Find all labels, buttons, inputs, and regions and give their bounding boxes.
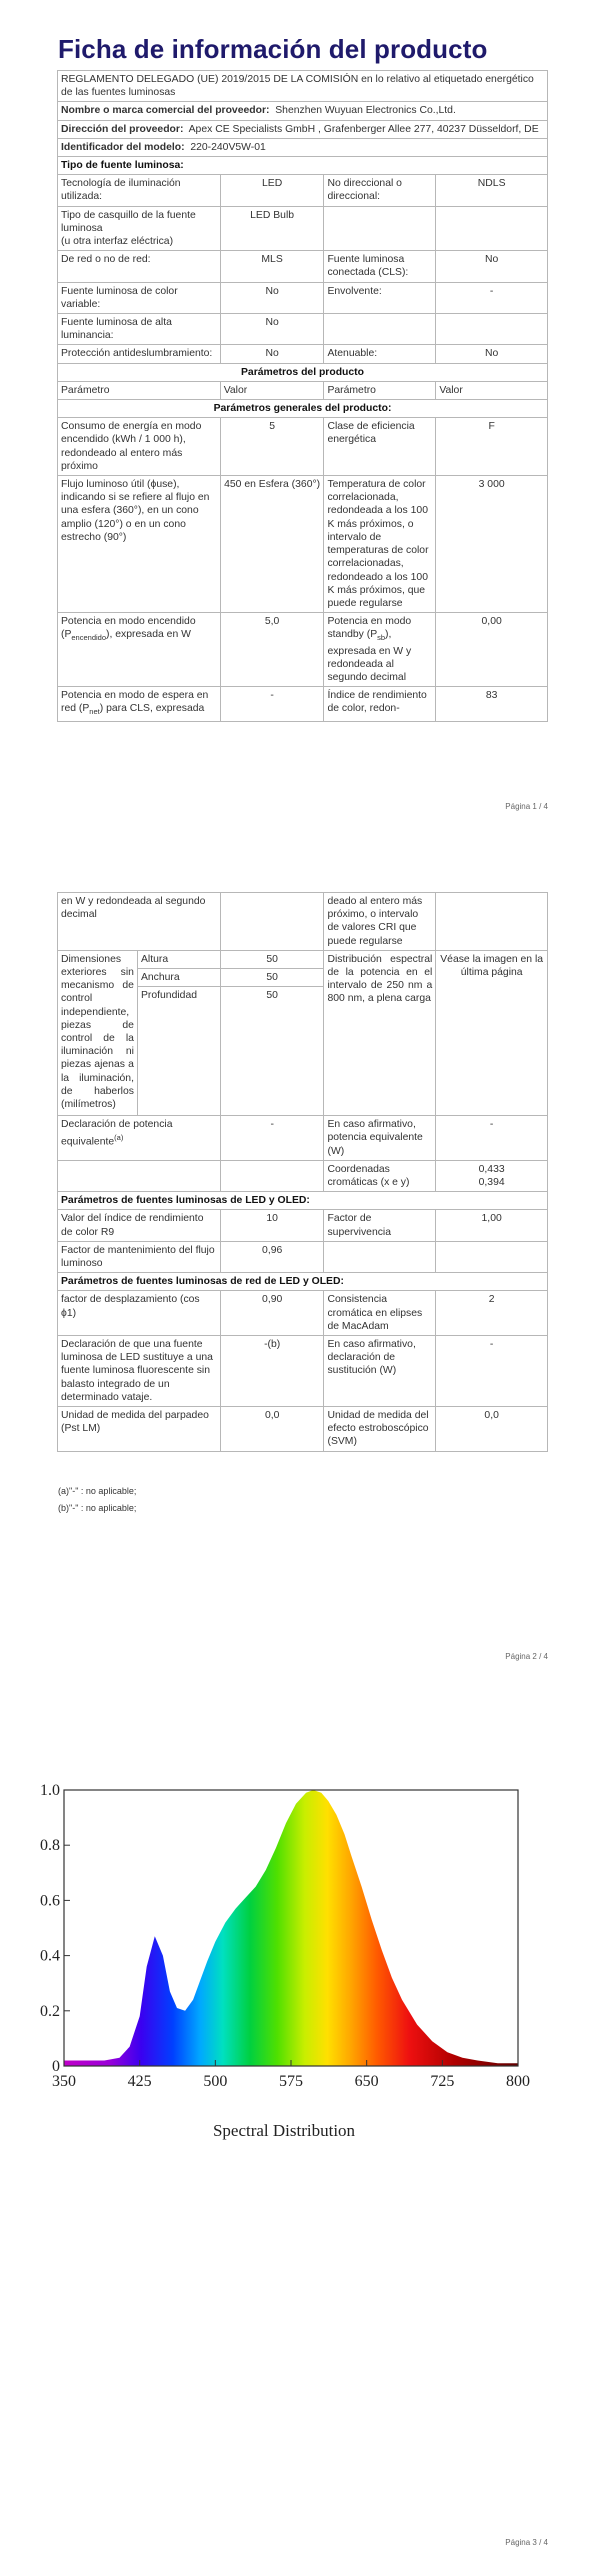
- anti-glare-label: Protección antideslumbramiento:: [58, 345, 221, 363]
- efficiency-class-value: F: [436, 418, 548, 476]
- connected-value: No: [436, 251, 548, 282]
- cct-label: Temperatura de color correlacionada, redondeada a los 100 K más próximos, o intervalo de temperaturas de color correlacionadas, redondeado a los 100 K más próximos, que puede regularse: [324, 476, 436, 613]
- cap-label-2: (u otra interfaz eléctrica): [61, 236, 174, 248]
- supplier-name-row: [58, 102, 548, 120]
- fluor-label: Declaración de que una fuente luminosa de LED sustituye a una fuente luminosa fluorescente sin balasto integrado de un determinado vataje.: [58, 1336, 221, 1407]
- standby-value: 0,00: [436, 613, 548, 687]
- flux-label: Flujo luminoso útil (ϕuse), indicando si se refiere al flujo en una esfera (360°), en un cono amplio (120°) o en un cono estrecho (90°): [58, 476, 221, 613]
- supplier-name-value: Shenzhen Wuyuan Electronics Co.,Ltd.: [275, 105, 456, 117]
- r9-label: Valor del índice de rendimiento de color R9: [58, 1210, 221, 1241]
- page-number: Página 3 / 4: [505, 2538, 548, 2547]
- section-header-row: [58, 1192, 548, 1210]
- table-row: [58, 1210, 548, 1241]
- chromaticity-label: Coordenadas cromáticas (x e y): [324, 1160, 436, 1191]
- table-row: [58, 950, 548, 968]
- y-tick-label: 1.0: [40, 1782, 60, 1799]
- survival-label: Factor de supervivencia: [324, 1210, 436, 1241]
- colour-tunable-label: Fuente luminosa de color variable:: [58, 282, 221, 313]
- cct-value: 3 000: [436, 476, 548, 613]
- maintenance-value: 0,96: [220, 1241, 324, 1272]
- replacement-label: En caso afirmativo, declaración de sustitución (W): [324, 1336, 436, 1407]
- equiv-power-yes-value: -: [436, 1116, 548, 1161]
- product-params-header: Parámetros del producto: [58, 363, 548, 381]
- stroboscopic-value: 0,0: [436, 1407, 548, 1452]
- general-params-header: Parámetros generales del producto:: [58, 400, 548, 418]
- network-standby-value: -: [220, 687, 324, 721]
- product-info-table: [57, 70, 548, 722]
- table-row: [58, 282, 548, 313]
- table-row: [58, 687, 548, 721]
- column-header-row: [58, 381, 548, 399]
- flux-value: 450 en Esfera (360°): [220, 476, 324, 613]
- col-value-1: Valor: [220, 381, 324, 399]
- table-row: [58, 1241, 548, 1272]
- page-title: Ficha de información del producto: [58, 34, 488, 64]
- spd-label: Distribución espectral de la potencia en el intervalo de 250 nm a 800 nm, a plena carga: [324, 950, 436, 1115]
- r9-value: 10: [220, 1210, 324, 1241]
- table-row: [58, 1336, 548, 1407]
- led-oled-header: Parámetros de fuentes luminosas de LED y OLED:: [58, 1192, 548, 1210]
- table-row: [58, 251, 548, 282]
- cri-value: 83: [436, 687, 548, 721]
- product-info-table-continued: [57, 892, 548, 1452]
- col-param-2: Parámetro: [324, 381, 436, 399]
- table-row: [58, 1116, 548, 1161]
- table-row: [58, 476, 548, 613]
- light-source-type-label: Tipo de fuente luminosa:: [58, 157, 548, 175]
- mains-led-header: Parámetros de fuentes luminosas de red de LED y OLED:: [58, 1273, 548, 1291]
- supplier-name-label: Nombre o marca comercial del proveedor:: [61, 105, 270, 117]
- supplier-address-value: Apex CE Specialists GmbH , Grafenberger Allee 277, 40237 Düsseldorf, DE: [188, 123, 539, 135]
- tech-value: LED: [220, 175, 324, 206]
- x-tick-label: 425: [127, 2073, 152, 2090]
- y-tick-label: 0.4: [40, 1947, 60, 1965]
- cri-label-cont: deado al entero más próximo, o intervalo de valores CRI que puede regularse: [324, 893, 436, 951]
- mains-label: De red o no de red:: [58, 251, 221, 282]
- table-row: [58, 206, 548, 251]
- chromaticity-y: 0,394: [478, 1177, 505, 1189]
- section-header-row: [58, 363, 548, 381]
- height-value: 50: [220, 950, 324, 968]
- regulation-text: REGLAMENTO DELEGADO (UE) 2019/2015 DE LA COMISIÓN en lo relativo al etiquetado energético de las fuentes luminosas: [58, 71, 548, 102]
- y-tick-label: 0.8: [40, 1837, 60, 1855]
- high-luminance-value: No: [220, 314, 324, 345]
- fluor-value: -(b): [220, 1336, 324, 1407]
- x-tick-label: 800: [506, 2073, 530, 2090]
- cri-label: Índice de rendimiento de color, redon-: [324, 687, 436, 721]
- dimensions-label: Dimensiones exteriores sin mecanismo de control independiente, piezas de control de la iluminación ni piezas ajenas a la iluminación, de haberlos (milímetros): [58, 950, 138, 1115]
- page-number: Página 1 / 4: [505, 802, 548, 811]
- section-header-row: [58, 1273, 548, 1291]
- spectral-distribution-chart: [40, 1740, 564, 2140]
- model-row: [58, 138, 548, 156]
- regulation-row: [58, 71, 548, 102]
- model-label: Identificador del modelo:: [61, 141, 185, 153]
- equiv-power-value: -: [220, 1116, 324, 1161]
- y-tick-label: 0.6: [40, 1892, 60, 1910]
- colour-consistency-label: Consistencia cromática en elipses de MacAdam: [324, 1291, 436, 1336]
- flicker-value: 0,0: [220, 1407, 324, 1452]
- x-tick-label: 575: [279, 2073, 303, 2090]
- height-label: Altura: [137, 950, 220, 968]
- table-row: [58, 893, 548, 951]
- y-tick-label: 0.2: [40, 2002, 60, 2020]
- x-tick-label: 725: [430, 2073, 455, 2090]
- supplier-address-row: [58, 120, 548, 138]
- equiv-power-yes-label: En caso afirmativo, potencia equivalente (W): [324, 1116, 436, 1161]
- energy-value: 5: [220, 418, 324, 476]
- mains-value: MLS: [220, 251, 324, 282]
- equiv-power-label: Declaración de potencia equivalente$^{(a)}$: [58, 1116, 221, 1161]
- nondirectional-label: No direccional o direccional:: [324, 175, 436, 206]
- stroboscopic-label: Unidad de medida del efecto estroboscópico (SVM): [324, 1407, 436, 1452]
- page-number: Página 2 / 4: [505, 1652, 548, 1661]
- efficiency-class-label: Clase de eficiencia energética: [324, 418, 436, 476]
- dimmable-label: Atenuable:: [324, 345, 436, 363]
- connected-label: Fuente luminosa conectada (CLS):: [324, 251, 436, 282]
- col-param-1: Parámetro: [58, 381, 221, 399]
- supplier-address-label: Dirección del proveedor:: [61, 123, 184, 135]
- tech-label: Tecnología de iluminación utilizada:: [58, 175, 221, 206]
- y-tick-label: 0: [52, 2058, 60, 2075]
- chart-x-axis-title: Spectral Distribution: [212, 2121, 356, 2140]
- cap-label: Tipo de casquillo de la fuente luminosa: [61, 209, 196, 234]
- spd-value: Véase la imagen en la última página: [436, 950, 548, 1115]
- cap-value: LED Bulb: [220, 206, 324, 251]
- standby-label: Potencia en modo standby $(P_{sb})$, expresada en W y redondeada al segundo decimal: [324, 613, 436, 687]
- spectrum-area: [64, 1790, 518, 2066]
- envelope-label: Envolvente:: [324, 282, 436, 313]
- displacement-label: factor de desplazamiento (cos ϕ1): [58, 1291, 221, 1336]
- replacement-value: -: [436, 1336, 548, 1407]
- table-row: [58, 1291, 548, 1336]
- on-power-value: 5,0: [220, 613, 324, 687]
- flicker-label: Unidad de medida del parpadeo (Pst LM): [58, 1407, 221, 1452]
- page-1: [0, 0, 603, 830]
- footnote-a: (a)"-" : no aplicable;: [58, 1486, 137, 1496]
- table-row: [58, 314, 548, 345]
- table-row: [58, 345, 548, 363]
- table-row: [58, 1160, 548, 1191]
- width-label: Anchura: [137, 969, 220, 987]
- section-header-row: [58, 400, 548, 418]
- colour-consistency-value: 2: [436, 1291, 548, 1336]
- maintenance-label: Factor de mantenimiento del flujo luminoso: [58, 1241, 221, 1272]
- depth-value: 50: [220, 987, 324, 1116]
- footnote-b: (b)"-" : no aplicable;: [58, 1503, 137, 1513]
- network-standby-label-cont: en W y redondeada al segundo decimal: [58, 893, 221, 951]
- energy-label: Consumo de energía en modo encendido (kWh / 1 000 h), redondeado al entero más próximo: [58, 418, 221, 476]
- x-tick-label: 500: [203, 2073, 228, 2090]
- col-value-2: Valor: [436, 381, 548, 399]
- table-row: [58, 175, 548, 206]
- table-row: [58, 613, 548, 687]
- x-tick-label: 350: [52, 2073, 76, 2090]
- displacement-value: 0,90: [220, 1291, 324, 1336]
- table-row: [58, 1407, 548, 1452]
- envelope-value: -: [436, 282, 548, 313]
- colour-tunable-value: No: [220, 282, 324, 313]
- table-row: [58, 418, 548, 476]
- page-3: [0, 1720, 603, 2560]
- network-standby-label: Potencia en modo de espera en red $(P_{net})$ para CLS, expresada: [58, 687, 221, 721]
- page-2: [0, 870, 603, 1670]
- depth-label: Profundidad: [137, 987, 220, 1116]
- x-tick-label: 650: [354, 2073, 379, 2090]
- model-value: 220-240V5W-01: [190, 141, 266, 153]
- dimmable-value: No: [436, 345, 548, 363]
- width-value: 50: [220, 969, 324, 987]
- anti-glare-value: No: [220, 345, 324, 363]
- light-source-type-row: [58, 157, 548, 175]
- nondirectional-value: NDLS: [436, 175, 548, 206]
- on-power-label: Potencia en modo encendido $(P_{encendido})$, expresada en W: [58, 613, 221, 687]
- high-luminance-label: Fuente luminosa de alta luminancia:: [58, 314, 221, 345]
- survival-value: 1,00: [436, 1210, 548, 1241]
- chromaticity-x: 0,433: [478, 1163, 505, 1175]
